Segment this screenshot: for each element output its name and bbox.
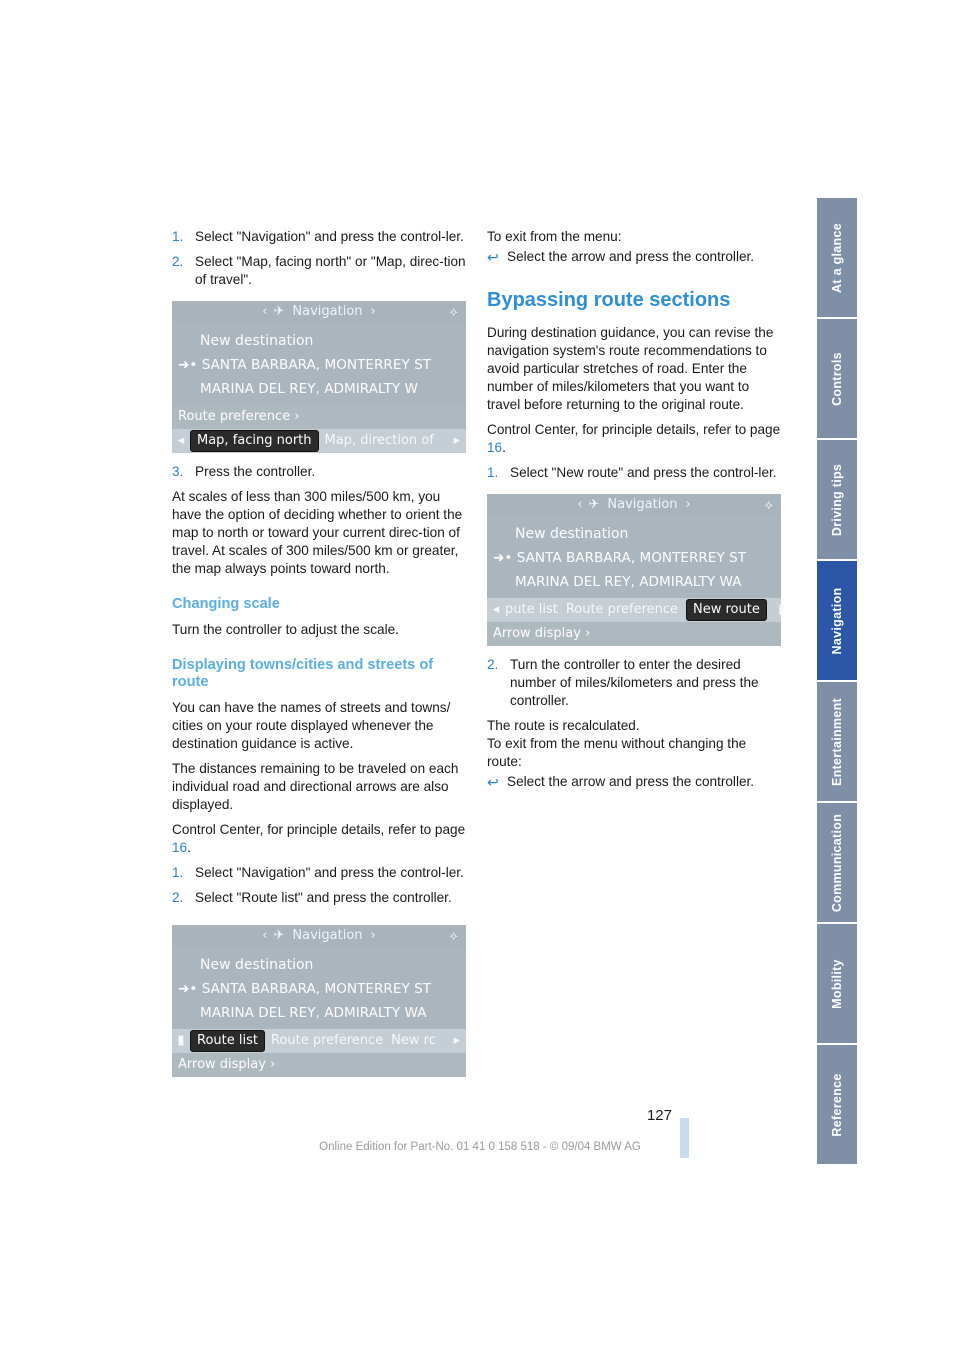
scroll-left-icon: ▮ <box>177 1033 185 1048</box>
arrow-display-item: Arrow display › <box>493 626 591 641</box>
step-number: 2. <box>487 657 499 672</box>
paragraph <box>172 821 466 857</box>
step-text: Select "Navigation" and press the control-ler. <box>195 865 464 880</box>
screen-row-route-preference <box>172 405 466 429</box>
menu-destination-2: MARINA DEL REY, ADMIRALTY W <box>200 381 418 397</box>
step-item <box>487 464 781 482</box>
menu-new-destination: New destination <box>200 333 314 349</box>
step-text: Press the controller. <box>195 464 316 479</box>
footer-edition: Online Edition for Part-No. 01 41 0 158 518 - © 09/04 BMW AG <box>319 1141 641 1153</box>
chapter-tabs <box>817 198 857 1166</box>
tab-driving-tips[interactable] <box>817 440 857 559</box>
navigation-screen-new-route <box>487 494 786 646</box>
scroll-left-icon: ◂ <box>492 602 500 617</box>
menu-destination-1: ➜• SANTA BARBARA, MONTERREY ST <box>178 981 432 997</box>
step-number: 2. <box>172 254 184 269</box>
tab-controls[interactable] <box>817 319 857 438</box>
route-preference-option: Route preference <box>270 1033 384 1048</box>
route-preference-item: Route preference › <box>178 409 300 424</box>
step-item <box>172 463 466 481</box>
tab-communication[interactable] <box>817 803 857 922</box>
paragraph <box>487 421 781 457</box>
screen-title: Navigation <box>292 928 363 943</box>
screen-menu <box>172 947 466 1029</box>
screen-menu <box>172 323 466 405</box>
navigation-icon: ✈ <box>273 304 285 319</box>
paragraph: You can have the names of streets and towns/ cities on your route displayed whenever the destination guidance is active. <box>172 700 451 751</box>
paragraph: The route is recalculated. <box>487 718 640 733</box>
exit-instruction <box>487 248 781 266</box>
exit-instruction-text: Select the arrow and press the controller. <box>507 249 755 264</box>
heading-bypassing-route-sections: Bypassing route sections <box>487 289 731 311</box>
right-column <box>487 228 786 798</box>
step-item <box>172 228 466 246</box>
tab-label: Controls <box>830 351 844 406</box>
back-arrow-icon: ↩ <box>487 774 499 790</box>
chevron-right-icon: › <box>370 928 376 943</box>
settings-icon: ⟡ <box>449 305 458 320</box>
page-number: 127 <box>646 1107 672 1124</box>
tab-label: At a glance <box>830 222 844 293</box>
tab-label: Communication <box>830 813 844 912</box>
paragraph-end: . <box>502 440 506 455</box>
scroll-right-icon: ▮ <box>778 602 786 617</box>
navigation-screen-route-list <box>172 925 466 1077</box>
new-route-option: New route <box>686 599 767 621</box>
map-facing-north-option: Map, facing north <box>190 430 319 452</box>
scroll-right-icon: ▸ <box>453 1033 461 1048</box>
screen-menu <box>487 516 781 598</box>
chevron-left-icon: ‹ <box>262 304 268 319</box>
screen-header <box>487 494 781 516</box>
screen-row-route-options <box>172 1029 466 1053</box>
step-text: Select "New route" and press the control-ler. <box>510 465 777 480</box>
paragraph: Turn the controller to adjust the scale. <box>172 622 399 637</box>
step-text: Select "Navigation" and press the control-ler. <box>195 229 464 244</box>
navigation-icon: ✈ <box>588 497 600 512</box>
screen-header <box>172 925 466 947</box>
chevron-right-icon: › <box>685 497 691 512</box>
heading-changing-scale: Changing scale <box>172 596 280 612</box>
new-route-option: New rc <box>391 1033 436 1048</box>
arrow-display-item: Arrow display › <box>178 1057 276 1072</box>
step-number: 3. <box>172 464 184 479</box>
tab-label: Driving tips <box>830 463 844 536</box>
screen-row-arrow-display <box>487 622 781 646</box>
menu-destination-1: ➜• SANTA BARBARA, MONTERREY ST <box>178 357 432 373</box>
step-item <box>172 889 466 907</box>
step-text: Select "Route list" and press the controller. <box>195 890 452 905</box>
screen-title: Navigation <box>292 304 363 319</box>
settings-icon: ⟡ <box>764 498 773 513</box>
tab-mobility[interactable] <box>817 924 857 1043</box>
tab-label: Entertainment <box>830 697 844 786</box>
route-list-option: pute list <box>505 602 558 617</box>
tab-label: Navigation <box>830 587 844 654</box>
tab-label: Mobility <box>830 958 844 1009</box>
chevron-left-icon: ‹ <box>262 928 268 943</box>
step-item <box>487 656 781 710</box>
screen-row-route-options <box>487 598 786 622</box>
step-number: 1. <box>172 229 184 244</box>
exit-instruction-text: Select the arrow and press the controller. <box>507 774 755 789</box>
step-text: Turn the controller to enter the desired number of miles/kilometers and press the controller. <box>510 657 759 708</box>
paragraph: To exit from the menu: <box>487 229 622 244</box>
menu-new-destination: New destination <box>200 957 314 973</box>
map-direction-option: Map, direction of <box>324 433 434 448</box>
left-column <box>172 228 466 1087</box>
step-item <box>172 253 466 289</box>
menu-destination-2: MARINA DEL REY, ADMIRALTY WA <box>200 1005 427 1021</box>
paragraph: During destination guidance, you can revise the navigation system's route recommendations to avoid particular stretches of road. Enter the number of miles/kilometers that you want to travel before returning to the original route. <box>487 325 774 412</box>
navigation-screen-map-orientation <box>172 301 466 453</box>
tab-entertainment[interactable] <box>817 682 857 801</box>
menu-destination-1: ➜• SANTA BARBARA, MONTERREY ST <box>493 550 747 566</box>
back-arrow-icon: ↩ <box>487 249 499 265</box>
screen-row-map-options <box>172 429 466 453</box>
paragraph-text: Control Center, for principle details, refer to page <box>172 822 466 837</box>
step-text: Select "Map, facing north" or "Map, direc-tion of travel". <box>195 254 466 287</box>
chevron-left-icon: ‹ <box>577 497 583 512</box>
settings-icon: ⟡ <box>449 929 458 944</box>
step-number: 1. <box>172 865 184 880</box>
paragraph: The distances remaining to be traveled on each individual road and directional arrows are also displayed. <box>172 761 459 812</box>
scroll-right-icon: ▸ <box>453 433 461 448</box>
step-number: 2. <box>172 890 184 905</box>
paragraph-end: . <box>187 840 191 855</box>
step-item <box>172 864 466 882</box>
scroll-left-icon: ◂ <box>177 433 185 448</box>
heading-towns-streets: Displaying towns/cities and streets of route <box>172 657 434 690</box>
paragraph: To exit from the menu without changing the route: <box>487 736 747 769</box>
menu-new-destination: New destination <box>515 526 629 542</box>
screen-title: Navigation <box>607 497 678 512</box>
paragraph-text: Control Center, for principle details, refer to page <box>487 422 781 437</box>
step-number: 1. <box>487 465 499 480</box>
navigation-icon: ✈ <box>273 928 285 943</box>
chevron-right-icon: › <box>370 304 376 319</box>
exit-instruction <box>487 773 781 791</box>
tab-navigation[interactable] <box>817 561 857 680</box>
screen-header <box>172 301 466 323</box>
tab-label: Reference <box>830 1072 844 1137</box>
screen-row-arrow-display <box>172 1053 466 1077</box>
paragraph: At scales of less than 300 miles/500 km, you have the option of deciding whether to orient the map to north or toward your current direc-tion of travel. At scales of 300 miles/500 km or greater, the map always points toward north. <box>172 489 463 576</box>
menu-destination-2: MARINA DEL REY, ADMIRALTY WA <box>515 574 742 590</box>
page-link[interactable]: 16 <box>172 840 188 855</box>
page-link[interactable]: 16 <box>487 440 503 455</box>
route-list-option: Route list <box>190 1030 265 1052</box>
tab-at-a-glance[interactable] <box>817 198 857 317</box>
route-preference-option: Route preference <box>565 602 679 617</box>
